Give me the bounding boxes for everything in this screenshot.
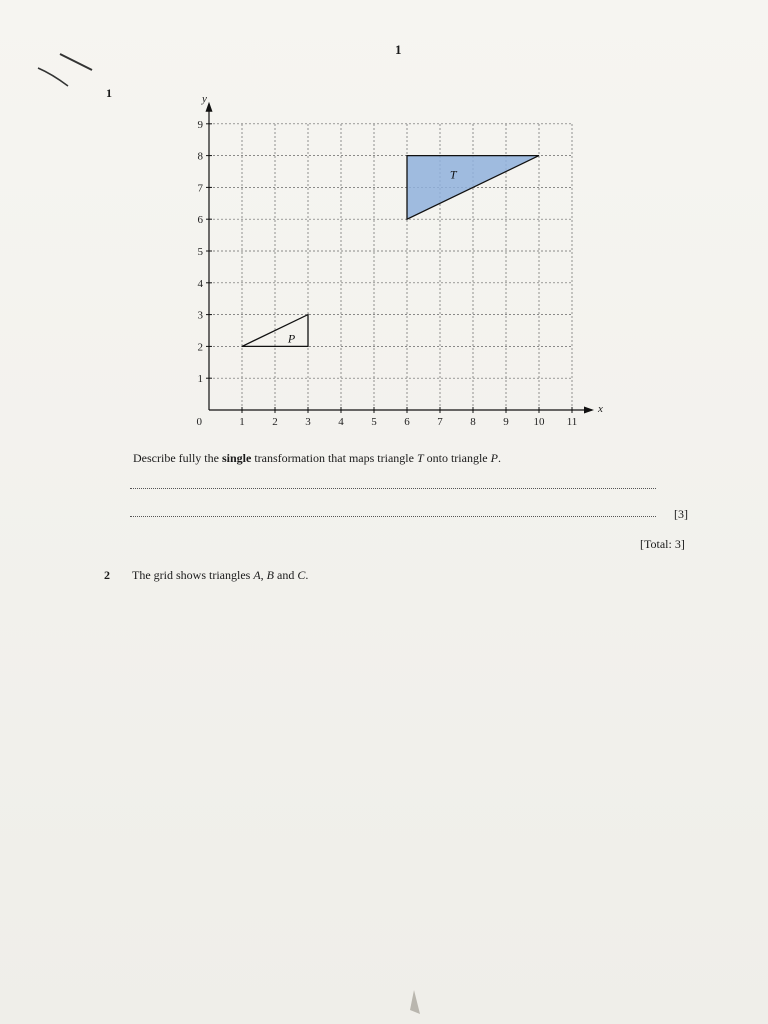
triangle-t-label: T: [449, 167, 457, 182]
x-tick-label: 10: [533, 416, 545, 428]
x-axis-arrow: [584, 407, 594, 414]
y-tick-label: 4: [197, 277, 203, 290]
answer-line-1[interactable]: [130, 488, 656, 489]
x-tick-label: 7: [437, 416, 443, 428]
marks-label: [3]: [674, 507, 688, 521]
coordinate-grid: [188, 92, 618, 437]
question-2-number: 2: [104, 568, 110, 582]
total-marks-label: [Total: 3]: [640, 537, 685, 551]
x-tick-label: 9: [503, 416, 509, 428]
stray-mark: [402, 988, 426, 1018]
x-tick-label: 8: [470, 416, 476, 428]
y-tick-label: 1: [197, 373, 203, 386]
x-tick-label: 2: [272, 416, 278, 428]
y-axis-label: y: [202, 92, 207, 105]
y-tick-label: 6: [197, 214, 203, 227]
question-1-number: 1: [106, 86, 112, 100]
y-tick-label: 3: [197, 309, 203, 322]
x-tick-label: 6: [404, 416, 410, 428]
x-axis-label: x: [598, 403, 603, 415]
question-2-text: The grid shows triangles A, B and C.: [132, 568, 309, 582]
x-tick-label: 1: [239, 416, 245, 428]
x-tick-label: 11: [566, 416, 578, 428]
answer-line-2[interactable]: [130, 516, 656, 517]
y-tick-label: 8: [197, 150, 203, 163]
x-tick-label: 4: [338, 416, 344, 428]
origin-label: 0: [196, 416, 202, 428]
y-tick-label: 5: [197, 246, 203, 258]
page-number: 1: [395, 42, 402, 57]
x-tick-label: 3: [305, 416, 311, 428]
x-tick-label: 5: [371, 416, 377, 428]
y-tick-label: 7: [197, 182, 203, 195]
question-1-text: Describe fully the single transformation that maps triangle T onto triangle P.: [133, 451, 501, 465]
triangle-p-label: P: [287, 331, 296, 346]
y-tick-label: 9: [197, 118, 203, 131]
y-tick-label: 2: [197, 341, 203, 354]
pen-mark: [36, 50, 96, 90]
